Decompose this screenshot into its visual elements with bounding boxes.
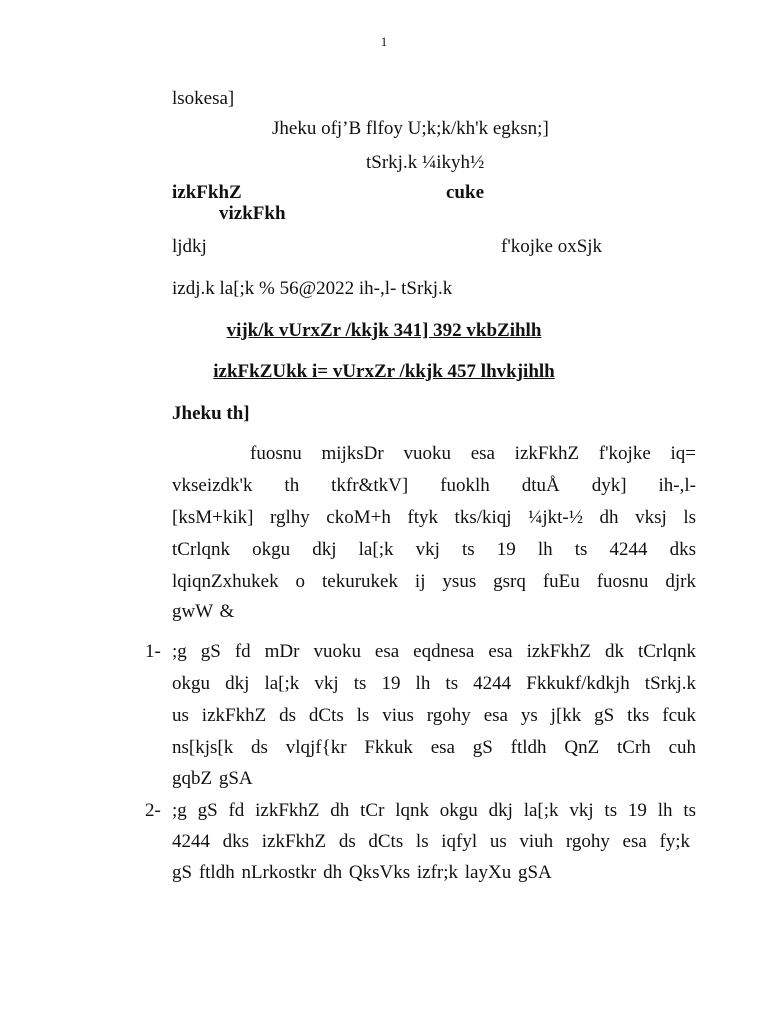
point-line: okgu dkj la[;k vkj ts 19 lh ts 4244 Fkkukf/kdkjh tSrkj.k: [172, 673, 696, 694]
point-line: ;g gS fd mDr vuoku esa eqdnesa esa izkFkhZ dk tCrlqnk: [172, 641, 696, 662]
addressee: lsokesa]: [172, 88, 235, 109]
intro-line: [ksM+kik] rglhy ckoM+h ftyk tks/kiqj ¼jkt-½ dh vksj ls: [172, 507, 696, 528]
intro-line: vkseizdk'k th tkfr&tkV] fuoklh dtuÅ dyk] ih-,l-: [172, 475, 696, 496]
opposite-name: f'kojke oxSjk: [501, 236, 603, 257]
court-place: tSrkj.k ¼ikyh½: [366, 152, 485, 173]
point-line: gS ftldh nLrkostkr dh QksVks izfr;k layXu gSA: [172, 862, 552, 883]
applicant-name: ljdkj: [172, 236, 207, 257]
point-number: 1-: [145, 641, 161, 662]
intro-line: tCrlqnk okgu dkj la[;k vkj ts 19 lh ts 4244 dks: [172, 539, 696, 560]
page-number: 1: [380, 34, 388, 49]
salutation: Jheku th]: [172, 403, 250, 424]
offence-heading: vijk/k vUrxZr /kkjk 341] 392 vkbZihlh: [226, 320, 542, 341]
point-line: us izkFkhZ ds dCts ls vius rgohy esa ys j[kk gS tks fcuk: [172, 705, 696, 726]
intro-line: fuosnu mijksDr vuoku esa izkFkhZ f'kojke iq=: [250, 443, 696, 464]
intro-line: gwW &: [172, 601, 235, 622]
application-heading: izkFkZUkk i= vUrxZr /kkjk 457 lhvkjihlh: [213, 361, 555, 382]
intro-line: lqiqnZxhukek o tekurukek ij ysus gsrq fuEu fuosnu djrk: [172, 571, 696, 592]
point-line: gqbZ gSA: [172, 768, 253, 789]
versus-label: cuke: [446, 182, 484, 203]
point-line: ;g gS fd izkFkhZ dh tCr lqnk okgu dkj la[;k vkj ts 19 lh ts: [172, 800, 696, 821]
point-line: ns[kjs[k ds vlqjf{kr Fkkuk esa gS ftldh QnZ tCrh cuh: [172, 737, 696, 758]
party-right-label: vizkFkh: [219, 203, 286, 224]
court-title: Jheku ofj’B flfoy U;k;k/kh'k egksn;]: [272, 118, 549, 139]
point-number: 2-: [145, 800, 161, 821]
party-left-label: izkFkhZ: [172, 182, 242, 203]
case-number-line: izdj.k la[;k % 56@2022 ih-,l- tSrkj.k: [172, 278, 453, 299]
point-line: 4244 dks izkFkhZ ds dCts ls iqfyl us viuh rgohy esa fy;k: [172, 831, 691, 852]
